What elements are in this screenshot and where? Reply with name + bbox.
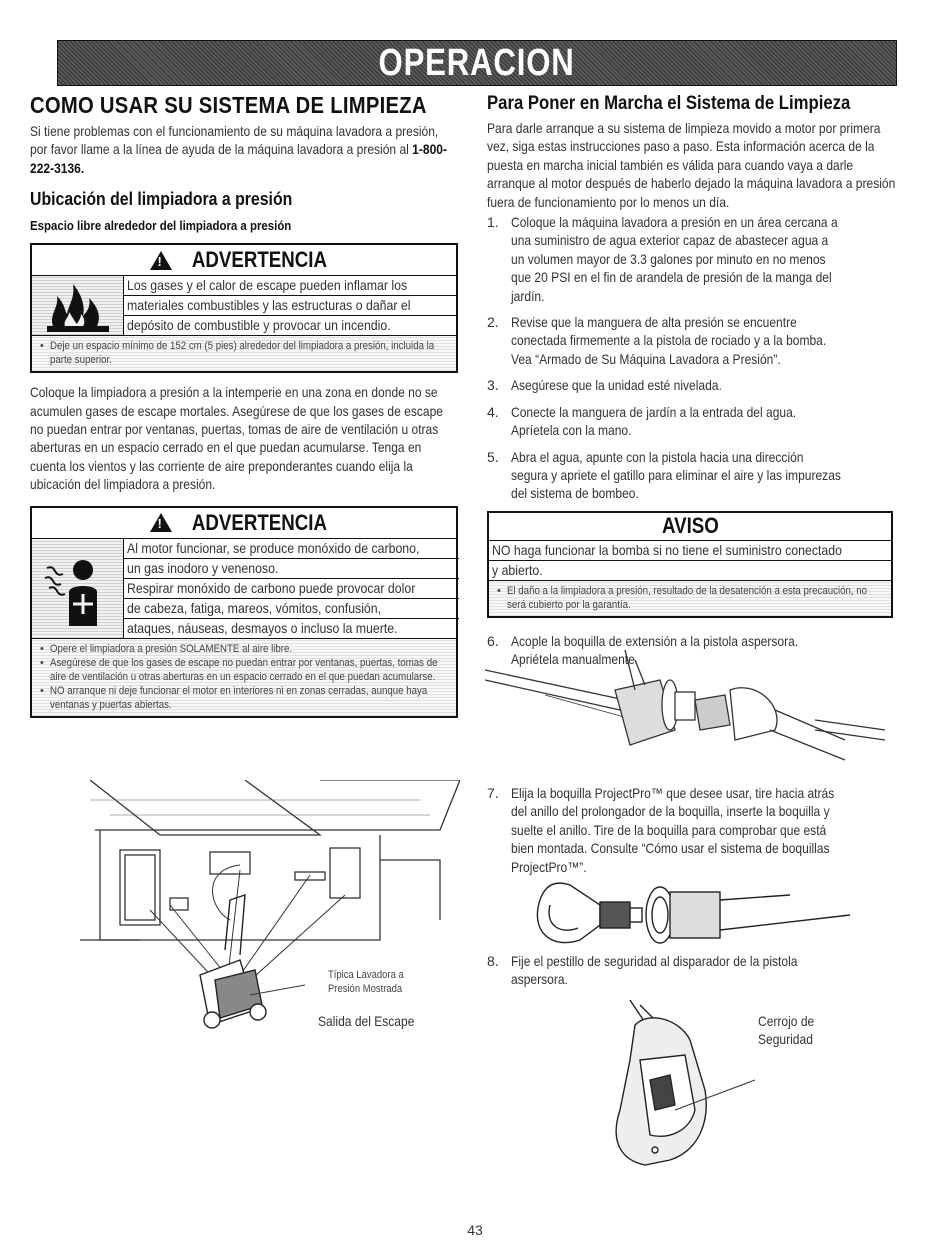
step-7 bbox=[487, 784, 897, 876]
warning-bullet: • Opere el limpiadora a presión SOLAMENTE al aire libre. bbox=[40, 642, 450, 656]
warning-line: Los gases y el calor de escape pueden inflamar los bbox=[124, 276, 456, 296]
startup-title: Para Poner en Marcha el Sistema de Limpieza bbox=[487, 93, 851, 114]
list-item: 1. Coloque la máquina lavadora a presión en un área cercana a una suministro de agua exterior capaz de abastecer agua a un volumen mayor de 3.3 galones por minuto en no menos que 20 PSI en el fin de arandela de presión de la manga del jardín. bbox=[487, 214, 838, 304]
warning-heading: ADVERTENCIA bbox=[191, 509, 327, 535]
startup-intro: Para darle arranque a su sistema de limpieza movido a motor por primera vez, siga estas instrucciones paso a paso. Esta información acerca de la puesta en marcha inicial también es válida para cuando vaya a darle arranque al motor después de haberlo dejado la máquina lavadora a presión fuera de funcionamiento por lo menos un día. bbox=[487, 120, 896, 210]
warning-bullets bbox=[32, 335, 456, 371]
notice-line: NO haga funcionar la bomba si no tiene el suministro conectado bbox=[489, 541, 891, 561]
warning-line: ataques, náuseas, desmayos o incluso la muerte. bbox=[127, 619, 398, 636]
location-paragraph: Coloque la limpiadora a presión a la intemperie en una zona en donde no se acumulen gases de escape mortales. Asegúrese de que los gases de escape no puedan entrar por ventanas, puertas, tomas de aire de ventilación u otras aberturas en un espacio cerrado en el que puedan acumularse. Tenga en cuenta los vientos y las corriente de aire preponderantes cuando elija la ubicación del limpiadora a presión. bbox=[30, 384, 443, 493]
latch-label: Cerrojo de Seguridad bbox=[758, 1013, 815, 1047]
fire-hazard-icon bbox=[32, 276, 124, 335]
list-item: 8. Fije el pestillo de seguridad al disparador de la pistola aspersora. bbox=[487, 953, 798, 988]
figure-caption: Típica Lavadora a Presión Mostrada bbox=[328, 969, 404, 995]
notice-header bbox=[489, 513, 891, 541]
banner-title: OPERACION bbox=[378, 41, 576, 84]
notice-line: y abierto. bbox=[492, 561, 543, 578]
warning-header bbox=[32, 508, 456, 538]
warning-line: Respirar monóxido de carbono puede provocar dolor bbox=[124, 579, 459, 599]
warning-box-co bbox=[30, 506, 458, 718]
helpline-phone: 1-800-222-3136. bbox=[30, 141, 447, 176]
toxic-fumes-icon bbox=[32, 539, 124, 638]
warning-box-fire bbox=[30, 243, 458, 373]
warning-heading: ADVERTENCIA bbox=[191, 247, 327, 273]
notice-bullets bbox=[489, 580, 891, 616]
page-number: 43 bbox=[467, 1222, 483, 1238]
warning-triangle-icon bbox=[150, 251, 172, 270]
list-item: 3. Asegúrese que la unidad esté nivelada. bbox=[487, 377, 722, 394]
subtitle-clearance: Espacio libre alrededor del limpiadora a presión bbox=[30, 218, 292, 234]
list-item: 6. Acople la boquilla de extensión a la pistola aspersora. Apriétela manualmente. bbox=[487, 632, 799, 668]
list-item: 5. Abra el agua, apunte con la pistola hacia una dirección segura y apriete el gatillo para eliminar el aire y las impurezas del sistema de bombeo. bbox=[487, 448, 841, 502]
subtitle-location: Ubicación del limpiadora a presión bbox=[30, 189, 293, 210]
projectpro-nozzle-illustration bbox=[530, 880, 860, 950]
warning-bullet: • NO arranque ni deje funcionar el motor en interiores ni en zonas cerradas, aunque haya ventanas y puertas abiertas. bbox=[40, 684, 450, 712]
warning-triangle-icon bbox=[150, 513, 172, 532]
notice-heading: AVISO bbox=[661, 513, 719, 539]
step-8-block bbox=[487, 952, 897, 997]
step-7-block bbox=[487, 784, 897, 884]
step-8 bbox=[487, 952, 897, 989]
warning-header bbox=[32, 245, 456, 275]
warning-bullet: • Deje un espacio mínimo de 152 cm (5 pies) alrededor del limpiadora a presión, incluida la parte superior. bbox=[40, 339, 450, 367]
left-column bbox=[30, 92, 460, 718]
nozzle-extension-illustration bbox=[485, 650, 895, 770]
intro-paragraph bbox=[30, 122, 459, 177]
spray-gun-safety-latch-illustration bbox=[590, 1000, 770, 1175]
list-item: 2. Revise que la manguera de alta presión se encuentre conectada firmemente a la pistola de rociado y a la bomba. Vea “Armado de Su Máquina Lavadora a Presión”. bbox=[487, 314, 827, 367]
notice-box bbox=[487, 511, 893, 618]
warning-line: un gas inodoro y venenoso. bbox=[124, 559, 459, 579]
section-banner bbox=[57, 40, 897, 86]
warning-line: Al motor funcionar, se produce monóxido de carbono, bbox=[124, 539, 459, 559]
warning-bullets bbox=[32, 638, 456, 716]
notice-bullet: • El daño a la limpiadora a presión, resultado de la desatención a esta precaución, no será cubierto por la garantía. bbox=[497, 584, 885, 612]
list-item: 7. Elija la boquilla ProjectPro™ que desee usar, tire hacia atrás del anillo del prolongador de la boquilla, inserte la boquilla y suelte el anillo. Tire de la boquilla para comprobar que está bien montada. Consulte “Cómo usar el sistema de boquillas ProjectPro™”. bbox=[487, 785, 835, 875]
right-column bbox=[487, 92, 897, 677]
warning-line: de cabeza, fatiga, mareos, vómitos, confusión, bbox=[124, 599, 459, 619]
intro-text: Si tiene problemas con el funcionamiento de su máquina lavadora a presión, por favor llame a la línea de ayuda de la máquina lavadora a presión al bbox=[30, 123, 439, 158]
list-item: 4. Conecte la manguera de jardín a la entrada del agua. Apríetela con la mano. bbox=[487, 403, 797, 439]
warning-bullet: • Asegúrese de que los gases de escape no puedan entrar por ventanas, puertas, tomas de aire de ventilación u otras aberturas en un espacio cerrado en el que puedan acumularse. bbox=[40, 656, 450, 684]
warning-line: materiales combustibles y las estructuras o dañar el bbox=[124, 296, 456, 316]
warning-line: depósito de combustible y provocar un incendio. bbox=[127, 317, 391, 334]
startup-steps bbox=[487, 213, 897, 503]
exhaust-label: Salida del Escape bbox=[318, 1013, 415, 1029]
section-title: COMO USAR SU SISTEMA DE LIMPIEZA bbox=[30, 92, 427, 118]
